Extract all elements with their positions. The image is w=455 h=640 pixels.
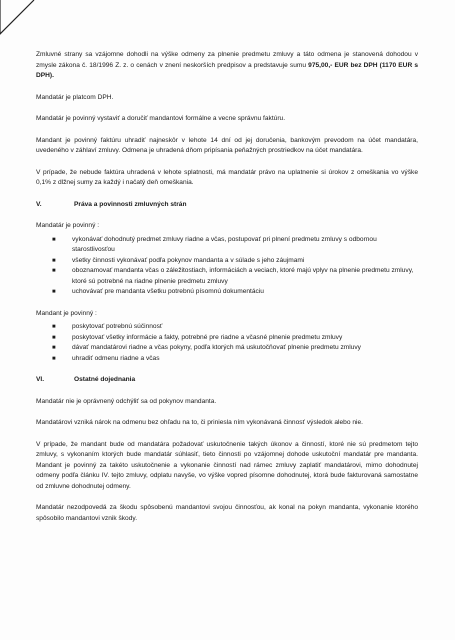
list-item: ■ vykonávať dohodnutý predmet zmluvy riadne a včas, postupovať pri plnení predmetu zmluvy s odbornou starostlivosťou — [52, 235, 377, 253]
section-number: V. — [36, 200, 42, 208]
document-body — [36, 50, 418, 524]
list-item: ■ oboznamovať mandanta včas o záležitostiach, informáciách a veciach, ktoré majú vplyv na plnenie predmetu zmluvy, ktoré sú potrebné na riadne plnenie predmetu zmluvy — [52, 267, 414, 285]
bullet-icon: ■ — [52, 257, 56, 264]
mandant-duties-intro: Mandant je povinný : — [36, 309, 97, 317]
remuneration-text: Zmluvné strany sa vzájomne dohodli na výške odmeny za plnenie predmetu zmluvy a táto odmena je stanovená dohodou v zmysle zákona č. 18/1996 Z. z. o cenách v znení neskorších predpisov a predstavuje sumu — [36, 51, 418, 69]
list-item: ■ poskytovať potrebnú súčinnosť — [36, 322, 418, 333]
list-item: ■ poskytovať všetky informácie a fakty, potrebné pre riadne a včasné plnenie predmetu zmluvy — [36, 333, 418, 344]
bullet-icon: ■ — [52, 268, 56, 274]
mandatar-duties-list — [36, 235, 418, 298]
paragraph-late-interest: V prípade, že nebude faktúra uhradená v lehote splatnosti, má mandatár právo na uplatnenie si úrokov z omeškania vo výške 0,1% z dlžnej sumy za každý i načatý deň omeškania. — [36, 168, 418, 186]
bullet-icon: ■ — [52, 355, 56, 362]
bullet-icon: ■ — [52, 334, 56, 341]
bullet-icon: ■ — [52, 236, 56, 243]
list-item: ■ dávať mandatárovi riadne a včas pokyny, podľa ktorých má uskutočňovať plnenie predmetu zmluvy — [36, 343, 418, 354]
list-item: ■ uhradiť odmenu riadne a včas — [36, 354, 418, 365]
paragraph-vat-payer: Mandatár je platcom DPH. — [36, 93, 114, 101]
bullet-icon: ■ — [52, 345, 56, 351]
paragraph-liability: Mandatár nezodpovedá za škodu spôsobenú mandantovi svojou činnosťou, ak konal na pokyn mandanta, vykonanie ktorého spôsobilo mandantovi vznik škody. — [36, 504, 418, 522]
mandant-duties-list — [36, 322, 418, 364]
remuneration-amount: 975,00,- EUR bez DPH (1170 EUR s DPH). — [36, 61, 418, 79]
section-number: VI. — [36, 376, 45, 383]
paragraph-reward-claim: Mandatárovi vzniká nárok na odmenu bez ohľadu na to, či priniesla ním vykonávaná činnosť výsledok alebo nie. — [36, 419, 363, 426]
paragraph-extra-services: V prípade, že mandant bude od mandatára požadovať uskutočnenie takých úkonov a činností, ktoré nie sú predmetom tejto zmluvy, s vykonaním ktorých bude mandatár súhlasiť, tieto činnosti po vzájomnej dohode uskutoční mandatár pre mandanta. Mandant je povinný za takéto uskutočnenie a vykonanie činností nad rámec zmluvy zaplatiť mandatárovi, mimo dohodnutej odmeny podľa článku IV. tejto zmluvy, odplatu navyše, vo výške vopred písomne dohodnutej, ktorá bude fakturovaná samostatne od zmluvne dohodnutej odmeny. — [36, 440, 418, 490]
paragraph-remuneration — [36, 50, 418, 82]
list-item: ■ všetky činnosti vykonávať podľa pokynov mandanta a v súlade s jeho záujmami — [36, 256, 418, 267]
list-item: ■ uchovávať pre mandanta všetku potrebnú písomnú dokumentáciu — [36, 287, 418, 298]
folded-corner-mark — [0, 0, 40, 40]
mandatar-duties-intro: Mandatár je povinný : — [36, 222, 100, 229]
paragraph-instructions: Mandatár nie je oprávnený odchýliť sa od pokynov mandanta. — [36, 397, 217, 405]
section-heading-v — [36, 200, 418, 211]
section-heading-vi — [36, 375, 418, 386]
bullet-icon: ■ — [52, 324, 56, 330]
section-title: Ostatné dojednania — [74, 376, 136, 383]
paragraph-payment-term: Mandant je povinný faktúru uhradiť najneskôr v lehote 14 dní od jej doručenia, bankovým prevodom na účet mandatára, uvedeného v záhlaví zmluvy. Odmena je uhradená dňom pripísania peňažných prostriedkov na účet mandatára. — [36, 136, 418, 154]
paragraph-invoice: Mandatár je povinný vystaviť a doručiť mandantovi formálne a vecne správnu faktúru. — [36, 115, 286, 122]
bullet-icon: ■ — [52, 289, 56, 295]
section-title: Práva a povinnosti zmluvných strán — [74, 200, 187, 208]
